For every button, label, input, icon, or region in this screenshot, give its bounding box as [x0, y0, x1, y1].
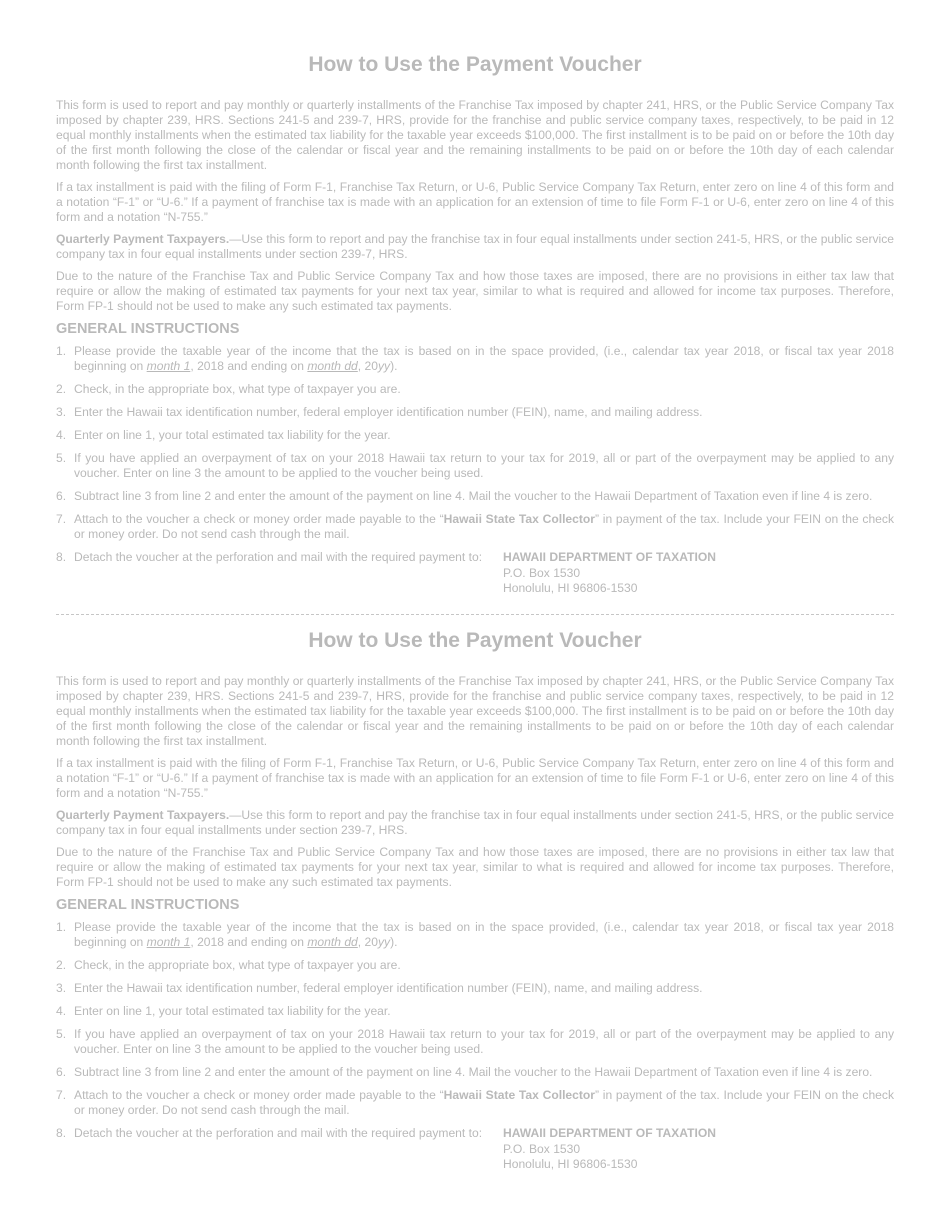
mailing-address: HAWAII DEPARTMENT OF TAXATION P.O. Box 1530 Honolulu, HI 96806-1530: [503, 1126, 716, 1171]
filing-paragraph: If a tax installment is paid with the filing of Form F-1, Franchise Tax Return, or U-6, Public Service Company Tax Return, enter zero on line 4 of this form and a notation “F-1” or “U-6.” If a payment of franchise tax is made with an application for an extension of time to file Form F-1 or U-6, enter zero on line 4 of this form and a notation “N-755.”: [56, 756, 894, 800]
instructions-top: [56, 52, 894, 597]
list-item: 2. Check, in the appropriate box, what type of taxpayer you are.: [56, 958, 401, 972]
estimated-tax-paragraph: Due to the nature of the Franchise Tax and Public Service Company Tax and how those taxes are imposed, there are no provisions in either tax law that require or allow the making of estimated tax payments for your next tax year, similar to what is required and allowed for income tax purposes. Therefore, Form FP-1 should not be used to make any such estimated tax payments.: [56, 845, 894, 889]
mailing-address: HAWAII DEPARTMENT OF TAXATION P.O. Box 1530 Honolulu, HI 96806-1530: [503, 550, 716, 595]
list-item: 6. Subtract line 3 from line 2 and enter the amount of the payment on line 4. Mail the voucher to the Hawaii Department of Taxation even if line 4 is zero.: [56, 1065, 873, 1079]
list-item: 6. Subtract line 3 from line 2 and enter the amount of the payment on line 4. Mail the voucher to the Hawaii Department of Taxation even if line 4 is zero.: [56, 489, 873, 503]
list-item: 7. Attach to the voucher a check or money order made payable to the “Hawaii State Tax Collector” in payment of the tax. Include your FEIN on the check or money order. Do not send cash through the mail.: [56, 512, 894, 541]
quarterly-paragraph: Quarterly Payment Taxpayers.—Use this form to report and pay the franchise tax in four equal installments under section 241-5, HRS, or the public service company tax in four equal installments under section 239-7, HRS.: [56, 808, 894, 837]
quarterly-lead: Quarterly Payment Taxpayers.: [56, 232, 230, 246]
payee-name: Hawaii State Tax Collector: [443, 512, 596, 526]
list-item: 5. If you have applied an overpayment of tax on your 2018 Hawaii tax return to your tax for 2019, all or part of the overpayment may be applied to any voucher. Enter on line 3 the amount to be applied to the voucher being used.: [56, 451, 894, 480]
general-instructions-heading: GENERAL INSTRUCTIONS: [56, 897, 240, 913]
perforation-line: [56, 614, 894, 615]
payee-name: Hawaii State Tax Collector: [443, 1088, 596, 1102]
instructions-list: [56, 344, 894, 597]
instructions-bottom: [56, 628, 894, 1173]
list-item: 4. Enter on line 1, your total estimated tax liability for the year.: [56, 428, 391, 442]
list-item: 5. If you have applied an overpayment of tax on your 2018 Hawaii tax return to your tax for 2019, all or part of the overpayment may be applied to any voucher. Enter on line 3 the amount to be applied to the voucher being used.: [56, 1027, 894, 1056]
intro-paragraph: This form is used to report and pay monthly or quarterly installments of the Franchise Tax imposed by chapter 241, HRS, or the Public Service Company Tax imposed by chapter 239, HRS. Sections 241-5 and 239-7, HRS, provide for the franchise and public service company taxes, respectively, to be paid in 12 equal monthly installments when the estimated tax liability for the taxable year exceeds $100,000. The first installment is to be paid on or before the 10th day of the first month following the close of the calendar or fiscal year and the remaining installments to be paid on or before the 10th day of each calendar month following the first tax installment.: [56, 674, 894, 748]
general-instructions-heading: GENERAL INSTRUCTIONS: [56, 321, 240, 337]
list-item: 1. Please provide the taxable year of the income that the tax is based on in the space provided, (i.e., calendar tax year 2018, or fiscal tax year 2018 beginning on month 1, 2018 and ending on month dd, 20yy).: [56, 920, 894, 949]
quarterly-paragraph: Quarterly Payment Taxpayers.—Use this form to report and pay the franchise tax in four equal installments under section 241-5, HRS, or the public service company tax in four equal installments under section 239-7, HRS.: [56, 232, 894, 261]
intro-paragraph: This form is used to report and pay monthly or quarterly installments of the Franchise Tax imposed by chapter 241, HRS, or the Public Service Company Tax imposed by chapter 239, HRS. Sections 241-5 and 239-7, HRS, provide for the franchise and public service company taxes, respectively, to be paid in 12 equal monthly installments when the estimated tax liability for the taxable year exceeds $100,000. The first installment is to be paid on or before the 10th day of the first month following the close of the calendar or fiscal year and the remaining installments to be paid on or before the 10th day of each calendar month following the first tax installment.: [56, 98, 894, 172]
list-item: 3. Enter the Hawaii tax identification number, federal employer identification number (FEIN), name, and mailing address.: [56, 405, 703, 419]
list-item: 4. Enter on line 1, your total estimated tax liability for the year.: [56, 1004, 391, 1018]
list-item: 3. Enter the Hawaii tax identification number, federal employer identification number (FEIN), name, and mailing address.: [56, 981, 703, 995]
page-title: How to Use the Payment Voucher: [308, 53, 642, 76]
list-item: 8. Detach the voucher at the perforation and mail with the required payment to: HAWAII DEPARTMENT OF TAXATION P.O. Box 1530 Honolulu, HI 96806-1530: [56, 550, 716, 595]
list-item: 1. Please provide the taxable year of the income that the tax is based on in the space provided, (i.e., calendar tax year 2018, or fiscal tax year 2018 beginning on month 1, 2018 and ending on month dd, 20yy).: [56, 344, 894, 373]
list-item: 8. Detach the voucher at the perforation and mail with the required payment to: HAWAII DEPARTMENT OF TAXATION P.O. Box 1530 Honolulu, HI 96806-1530: [56, 1126, 716, 1171]
estimated-tax-paragraph: Due to the nature of the Franchise Tax and Public Service Company Tax and how those taxes are imposed, there are no provisions in either tax law that require or allow the making of estimated tax payments for your next tax year, similar to what is required and allowed for income tax purposes. Therefore, Form FP-1 should not be used to make any such estimated tax payments.: [56, 269, 894, 313]
filing-paragraph: If a tax installment is paid with the filing of Form F-1, Franchise Tax Return, or U-6, Public Service Company Tax Return, enter zero on line 4 of this form and a notation “F-1” or “U-6.” If a payment of franchise tax is made with an application for an extension of time to file Form F-1 or U-6, enter zero on line 4 of this form and a notation “N-755.”: [56, 180, 894, 224]
list-item: 2. Check, in the appropriate box, what type of taxpayer you are.: [56, 382, 401, 396]
page-title: How to Use the Payment Voucher: [308, 629, 642, 652]
instructions-list: [56, 920, 894, 1173]
quarterly-lead: Quarterly Payment Taxpayers.: [56, 808, 230, 822]
list-item: 7. Attach to the voucher a check or money order made payable to the “Hawaii State Tax Collector” in payment of the tax. Include your FEIN on the check or money order. Do not send cash through the mail.: [56, 1088, 894, 1117]
